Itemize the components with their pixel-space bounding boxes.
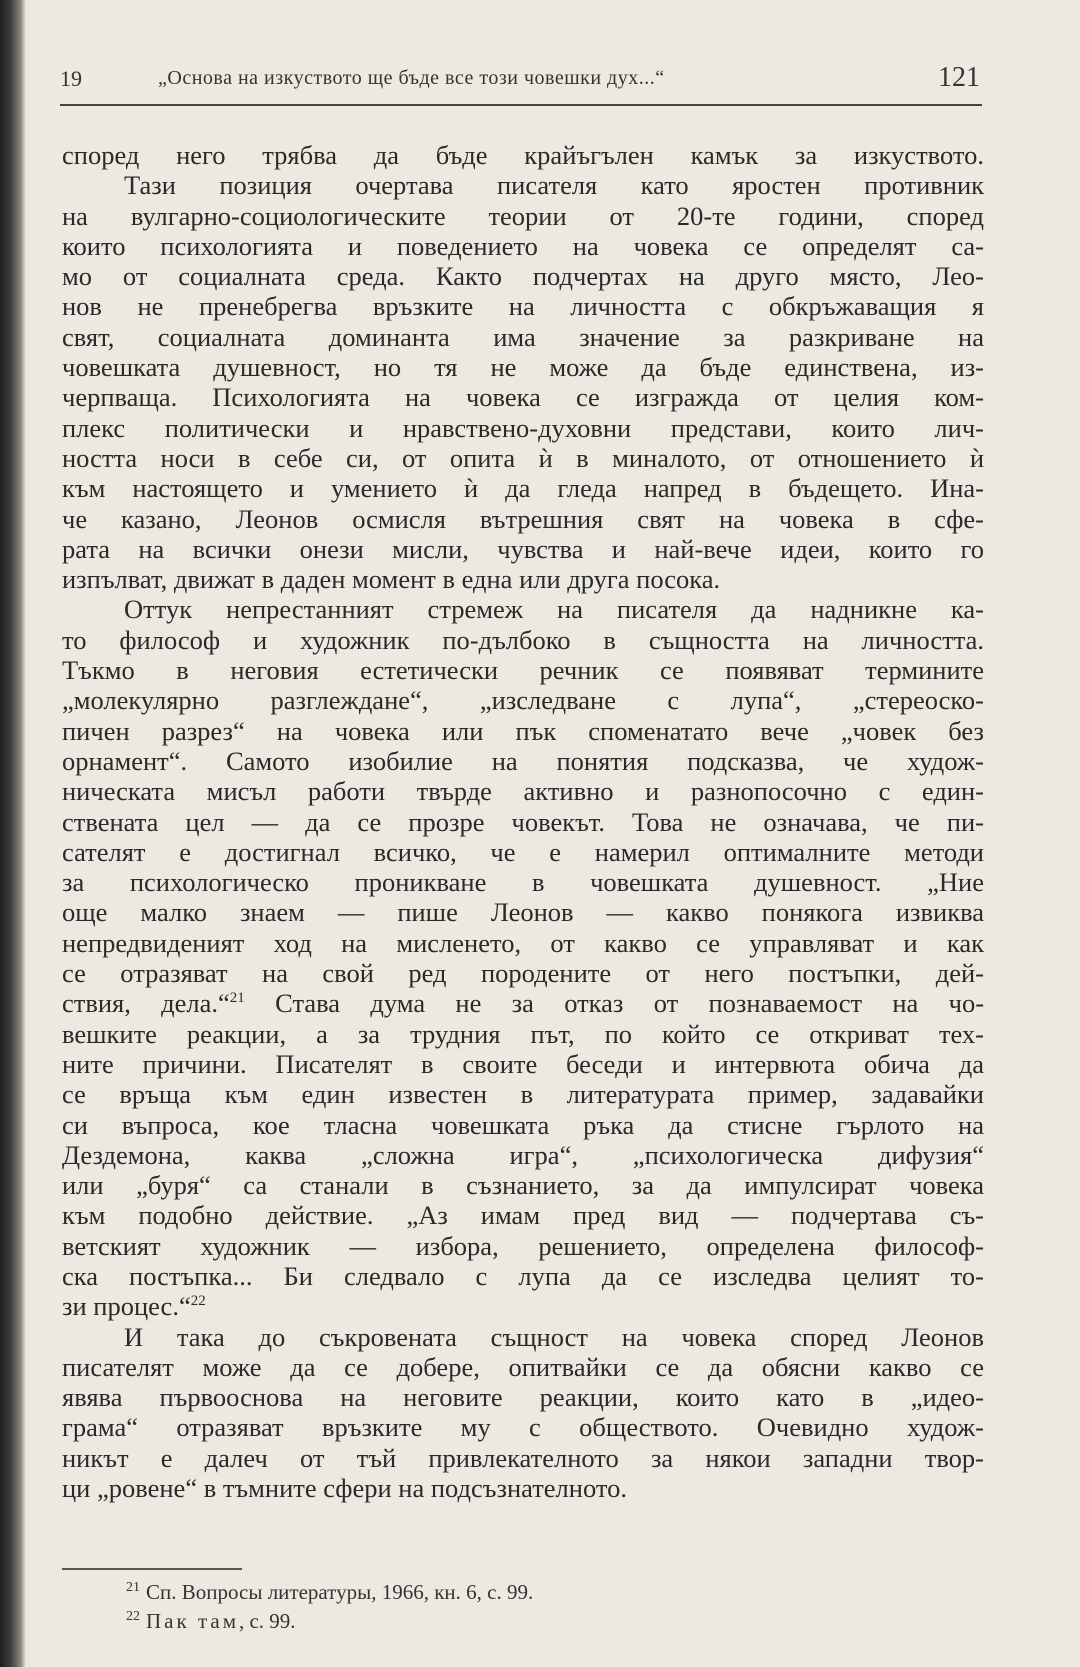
text-line: Тази позиция очертава писателя като яростен противник bbox=[124, 170, 984, 201]
text-line: пичен разрез“ на човека или пък споменатато вече „човек без bbox=[62, 715, 984, 746]
text-line: вешките реакции, а за трудния път, по който се откриват тех- bbox=[62, 1018, 984, 1049]
page-number: 121 bbox=[938, 62, 980, 93]
text-line: „молекулярно разглеждане“, „изследване с лупа“, „стереоско- bbox=[62, 685, 984, 716]
text-line: Оттук непрестанният стремеж на писателя да надникне ка- bbox=[124, 594, 984, 625]
text-line: които психологията и поведението на човека се определят са- bbox=[62, 230, 984, 261]
text-line: си въпроса, кое тласна човешката ръка да стисне гърлото на bbox=[62, 1109, 984, 1140]
text-line: непредвиденият ход на мисленето, от какво се управляват и как bbox=[62, 927, 984, 958]
text-fragment: ствия, дела.“ bbox=[62, 988, 230, 1019]
footnote-number: 22 bbox=[126, 1609, 140, 1624]
footnote-22 bbox=[126, 1607, 926, 1636]
text-line: ността носи в себе си, от опита ѝ в миналото, от отношението ѝ bbox=[62, 442, 984, 473]
text-fragment: зи процес.“ bbox=[62, 1291, 191, 1322]
text-line: черпваща. Психологията на човека се изгражда от целия ком- bbox=[62, 382, 984, 413]
text-line: към подобно действие. „Аз имам пред вид — подчертава съ- bbox=[62, 1200, 984, 1231]
text-line: ци „ровене“ в тъмните сфери на подсъзнателното. bbox=[62, 1473, 627, 1504]
text-line: ствената цел — да се прозре човекът. Това не означава, че пи- bbox=[62, 806, 984, 837]
footnote-text: , с. 99. bbox=[238, 1609, 296, 1633]
text-line: мо от социалната среда. Както подчертах на друго място, Лео- bbox=[62, 261, 984, 292]
text-line: то философ и художник по-дълбоко в същността на личността. bbox=[62, 624, 984, 655]
text-line: се отразяват на свой ред породените от него постъпки, дей- bbox=[62, 958, 984, 989]
text-line bbox=[62, 1291, 984, 1321]
footnote-text-spaced: Пак там bbox=[146, 1609, 239, 1633]
header-rule bbox=[60, 104, 982, 106]
text-line: Тъкмо в неговия естетически речник се появяват термините bbox=[62, 655, 984, 686]
footnotes bbox=[126, 1578, 926, 1636]
footnote-ref-22[interactable]: 22 bbox=[190, 1293, 206, 1310]
text-line: към настоящето и умението ѝ да гледа напред в бъдещето. Ина- bbox=[62, 473, 984, 504]
text-line: свят, социалната доминанта има значение за разкриване на bbox=[62, 321, 984, 352]
text-line: Дездемона, каква „сложна игра“, „психологическа дифузия“ bbox=[62, 1139, 984, 1170]
chapter-number: 19 bbox=[60, 66, 82, 91]
text-line: изпълват, движат в даден момент в една или друга посока. bbox=[62, 564, 721, 595]
text-line: още малко знаем — пише Леонов — какво понякога извиква bbox=[62, 897, 984, 928]
page-header bbox=[60, 62, 980, 98]
footnote-21 bbox=[126, 1578, 926, 1607]
text-line: писателят може да се добере, опитвайки се да обясни какво се bbox=[62, 1351, 984, 1382]
text-line: сателят е достигнал всичко, че е намерил оптималните методи bbox=[62, 836, 984, 867]
text-line: плекс политически и нравствено-духовни представи, които лич- bbox=[62, 412, 984, 443]
footnote-text: Сп. Вопросы литературы, 1966, кн. 6, с. 99. bbox=[146, 1580, 534, 1604]
text-line: ническата мисъл работи твърде активно и разнопосочно с един- bbox=[62, 776, 984, 807]
text-line: се връща към един известен в литературата пример, задавайки bbox=[62, 1079, 984, 1110]
text-line: явява първооснова на неговите реакции, които като в „идео- bbox=[62, 1382, 984, 1413]
text-line: нов не пренебрегва връзките на личността с обкръжаващия я bbox=[62, 291, 984, 322]
text-line: грама“ отразяват връзките му с обществото. Очевидно худож- bbox=[62, 1412, 984, 1443]
text-line bbox=[62, 988, 984, 1018]
text-line: според него трябва да бъде крайъгълен камък за изкуството. bbox=[62, 140, 984, 170]
text-fragment: Става дума не за отказ от познаваемост на чо- bbox=[275, 988, 984, 1019]
text-line: рата на всички онези мисли, чувства и най-вече идеи, които го bbox=[62, 533, 984, 564]
text-line: че казано, Леонов осмисля вътрешния свят на човека в сфе- bbox=[62, 503, 984, 534]
text-line: орнамент“. Самото изобилие на понятия подсказва, че худож- bbox=[62, 745, 984, 776]
text-line: на вулгарно-социологическите теории от 20-те години, според bbox=[62, 200, 984, 231]
text-line: И така до съкровената същност на човека според Леонов bbox=[124, 1321, 984, 1352]
book-spine-shadow bbox=[0, 0, 26, 1667]
footnote-number: 21 bbox=[126, 1580, 140, 1595]
text-line: ните причини. Писателят в своите беседи и интервюта обича да bbox=[62, 1048, 984, 1079]
text-line: човешката душевност, но тя не може да бъде единствена, из- bbox=[62, 352, 984, 383]
footnote-ref-21[interactable]: 21 bbox=[229, 990, 245, 1007]
text-line: ска постъпка... Би следвало с лупа да се изследва целият то- bbox=[62, 1260, 984, 1291]
running-title: „Основа на изкуството ще бъде все този човешки дух...“ bbox=[158, 67, 665, 89]
text-line: никът е далеч от тъй привлекателното за някои западни твор- bbox=[62, 1442, 984, 1473]
body-text bbox=[62, 140, 984, 1503]
text-line: или „буря“ са станали в съзнанието, за да импулсират човека bbox=[62, 1170, 984, 1201]
footnote-rule bbox=[62, 1568, 242, 1570]
text-line: ветският художник — избора, решението, определена философ- bbox=[62, 1230, 984, 1261]
text-line: за психологическо проникване в човешката душевност. „Ние bbox=[62, 867, 984, 898]
